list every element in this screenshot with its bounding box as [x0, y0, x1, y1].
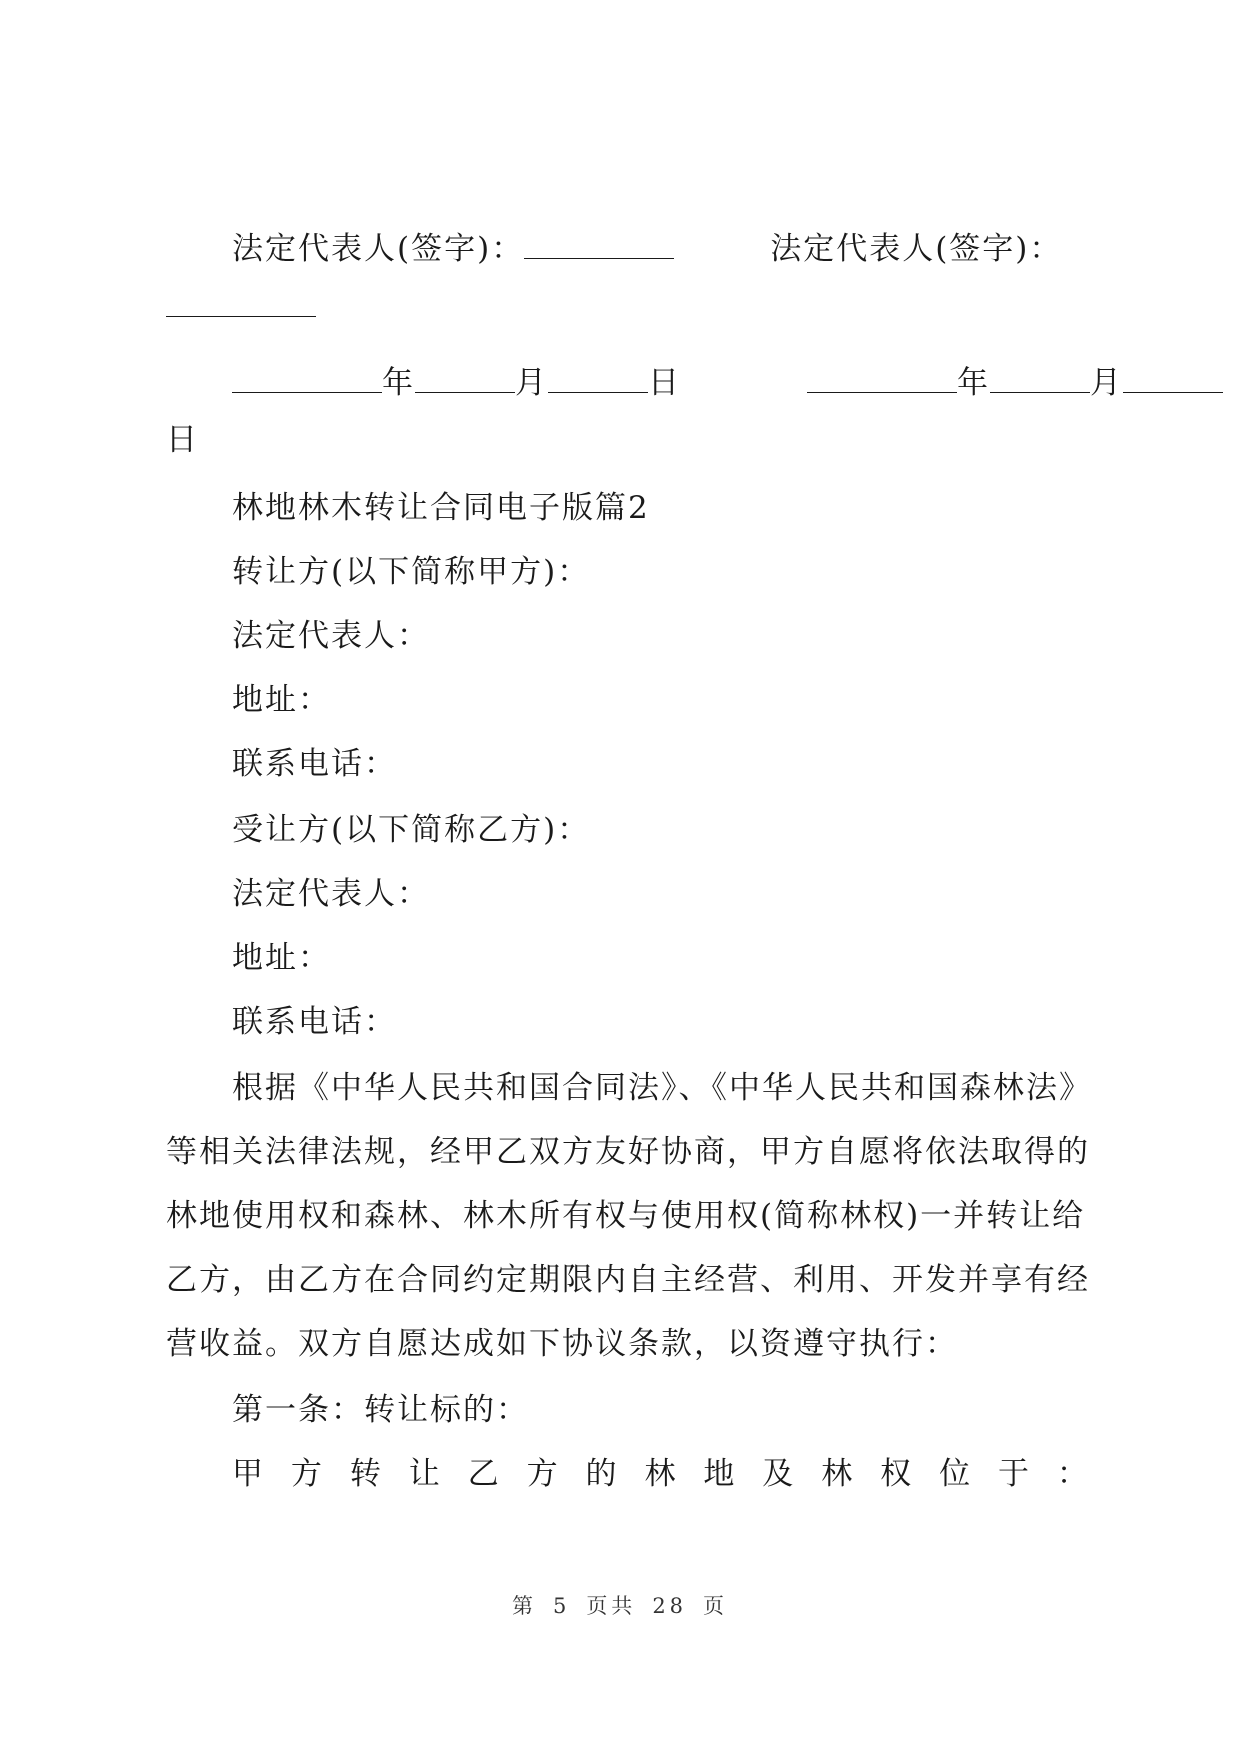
date-b-day-blank	[1123, 362, 1223, 393]
article-1-char: 转	[349, 1456, 383, 1492]
date-b-year-blank	[807, 362, 957, 393]
article-1-char: 的	[585, 1456, 619, 1492]
article-1-spread-text	[232, 1454, 1090, 1494]
article-1-char: 甲	[232, 1456, 265, 1492]
date-b-month-label: 月	[1090, 365, 1123, 401]
date-a-month-blank	[415, 362, 515, 393]
article-1-char: 位	[939, 1456, 973, 1492]
party-a-rep-signature-label: 法定代表人(签字)：	[232, 231, 525, 267]
date-a-year-blank	[232, 362, 382, 393]
date-b-day-line	[166, 420, 199, 460]
footer-page-number: 5	[552, 1594, 571, 1618]
party-a-signature-blank	[524, 228, 674, 259]
preamble-line: 营收益。双方自愿达成如下协议条款，以资遵守执行：	[166, 1326, 958, 1362]
article-1-char: 地	[703, 1456, 737, 1492]
preamble-line: 乙方，由乙方在合同约定期限内自主经营、利用、开发并享有经	[166, 1262, 1090, 1298]
article-1-char: 及	[762, 1456, 796, 1492]
preamble-line: 等相关法律法规，经甲乙双方友好协商，甲方自愿将依法取得的	[166, 1134, 1090, 1170]
party-b-signature-blank-line	[166, 286, 316, 327]
preamble-line: 林地使用权和森林、林木所有权与使用权(简称林权)一并转让给	[166, 1198, 1086, 1234]
party-b-signature-blank	[166, 286, 316, 317]
article-1-char: ：	[1056, 1456, 1090, 1492]
preamble-line: 根据《中华人民共和国合同法》、《中华人民共和国森林法》	[232, 1070, 1092, 1106]
article-1-char: 方	[526, 1456, 560, 1492]
transferor-rep: 法定代表人：	[232, 618, 430, 654]
article-1-char: 让	[408, 1456, 442, 1492]
date-a-month-label: 月	[515, 365, 548, 401]
transferee-phone: 联系电话：	[232, 1004, 397, 1040]
signature-line	[232, 228, 1062, 269]
date-a-day-blank	[548, 362, 648, 393]
article-1-char: 林	[644, 1456, 678, 1492]
party-b-rep-signature-label: 法定代表人(签字)：	[770, 231, 1063, 267]
transferee-label: 受让方(以下简称乙方)：	[232, 812, 591, 848]
date-line	[232, 362, 1223, 403]
date-b-day-label: 日	[166, 422, 199, 458]
page-footer	[0, 1590, 1240, 1620]
transferor-label: 转让方(以下简称甲方)：	[232, 554, 591, 590]
footer-middle: 页共	[586, 1594, 637, 1618]
article-1-char: 方	[290, 1456, 324, 1492]
article-1-title: 第一条：转让标的：	[232, 1392, 529, 1428]
transferee-rep: 法定代表人：	[232, 876, 430, 912]
transferee-address: 地址：	[232, 940, 331, 976]
article-1-char: 于	[997, 1456, 1031, 1492]
article-1-char: 权	[880, 1456, 914, 1492]
article-1-char: 乙	[467, 1456, 501, 1492]
date-a-day-label: 日	[648, 365, 681, 401]
date-a-year-label: 年	[382, 365, 415, 401]
transferor-address: 地址：	[232, 682, 331, 718]
section-title: 林地林木转让合同电子版篇2	[232, 490, 650, 526]
footer-suffix: 页	[703, 1594, 729, 1618]
footer-prefix: 第	[511, 1594, 537, 1618]
transferor-phone: 联系电话：	[232, 746, 397, 782]
date-b-year-label: 年	[957, 365, 990, 401]
date-b-month-blank	[990, 362, 1090, 393]
article-1-text	[232, 1454, 1090, 1494]
footer-total-pages: 28	[652, 1594, 688, 1618]
article-1-char: 林	[821, 1456, 855, 1492]
